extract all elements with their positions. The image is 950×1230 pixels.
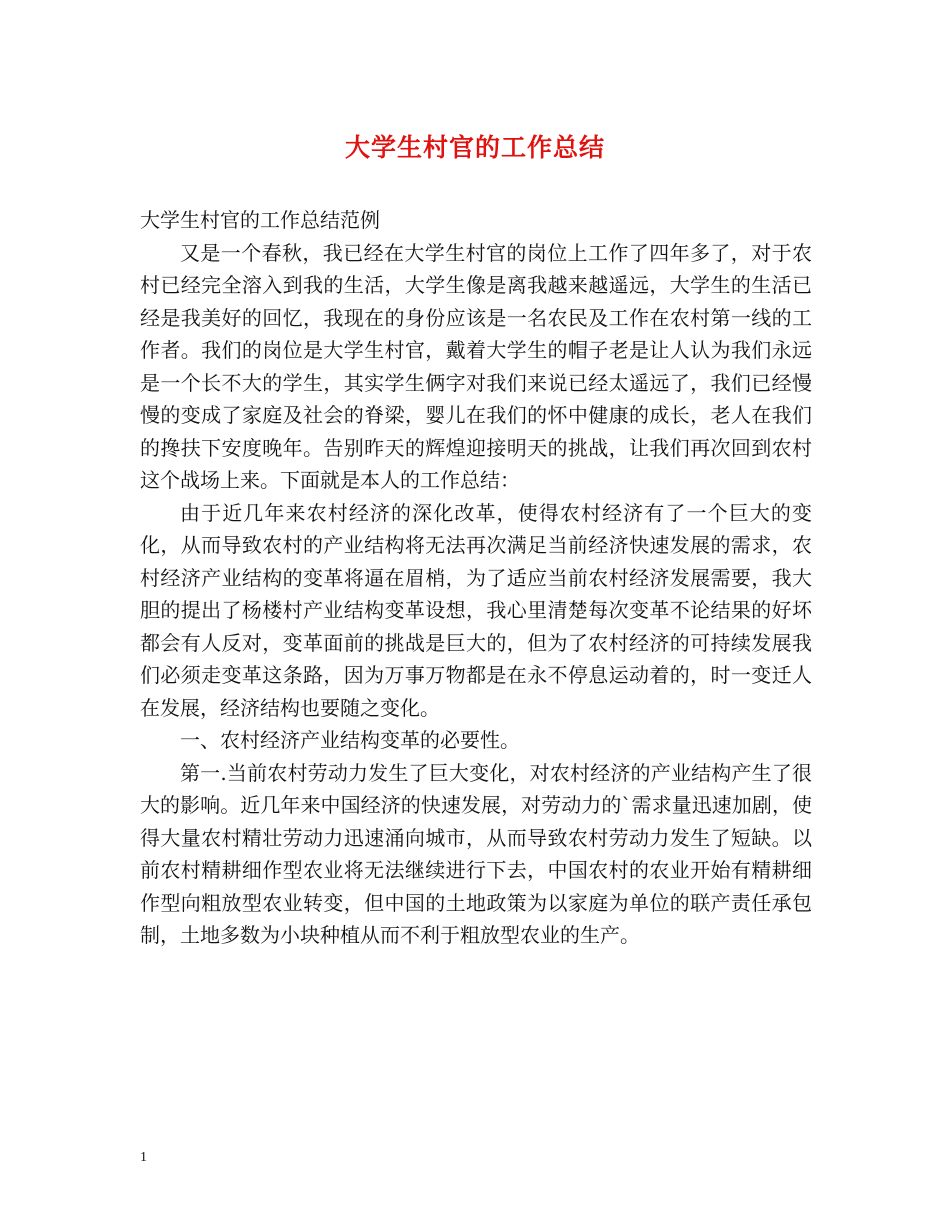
section-heading-necessity: 一、农村经济产业结构变革的必要性。 xyxy=(180,728,520,752)
paragraph-labor: 第一.当前农村劳动力发生了巨大变化，对农村经济的产业结构产生了很大的影响。近几年来中国经济的快速发展，对劳动力的`需求量迅速加剧，使得大量农村精壮劳动力迅速涌向城市，从而导致农村劳动力发生了短缺。以前农村精耕细作型农业将无法继续进行下去，中国农村的农业开始有精耕细作型向粗放型农业转变，但中国的土地政策为以家庭为单位的联产责任承包制，土地多数为小块种植从而不利于粗放型农业的生产。 xyxy=(140,760,812,947)
paragraph-intro: 又是一个春秋，我已经在大学生村官的岗位上工作了四年多了，对于农村已经完全溶入到我的生活，大学生像是离我越来越遥远，大学生的生活已经是我美好的回忆，我现在的身份应该是一名农民及工作在农村第一线的工作者。我们的岗位是大学生村官，戴着大学生的帽子老是让人认为我们永远是一个长不大的学生，其实学生俩字对我们来说已经太遥远了，我们已经慢慢的变成了家庭及社会的脊梁，婴儿在我们的怀中健康的成长，老人在我们的搀扶下安度晚年。告别昨天的辉煌迎接明天的挑战，让我们再次回到农村这个战场上来。下面就是本人的工作总结： xyxy=(140,240,812,492)
paragraph-reform: 由于近几年来农村经济的深化改革，使得农村经济有了一个巨大的变化，从而导致农村的产业结构将无法再次满足当前经济快速发展的需求，农村经济产业结构的变革将逼在眉梢，为了适应当前农村经济发展需要，我大胆的提出了杨楼村产业结构变革设想，我心里清楚每次变革不论结果的好坏都会有人反对，变革面前的挑战是巨大的，但为了农村经济的可持续发展我们必须走变革这条路，因为万事万物都是在永不停息运动着的，时一变迁人在发展，经济结构也要随之变化。 xyxy=(140,500,812,720)
document-body xyxy=(140,204,812,952)
document-subtitle: 大学生村官的工作总结范例 xyxy=(140,208,380,232)
page-number: 1 xyxy=(140,1150,147,1165)
document-title: 大学生村官的工作总结 xyxy=(344,133,605,162)
